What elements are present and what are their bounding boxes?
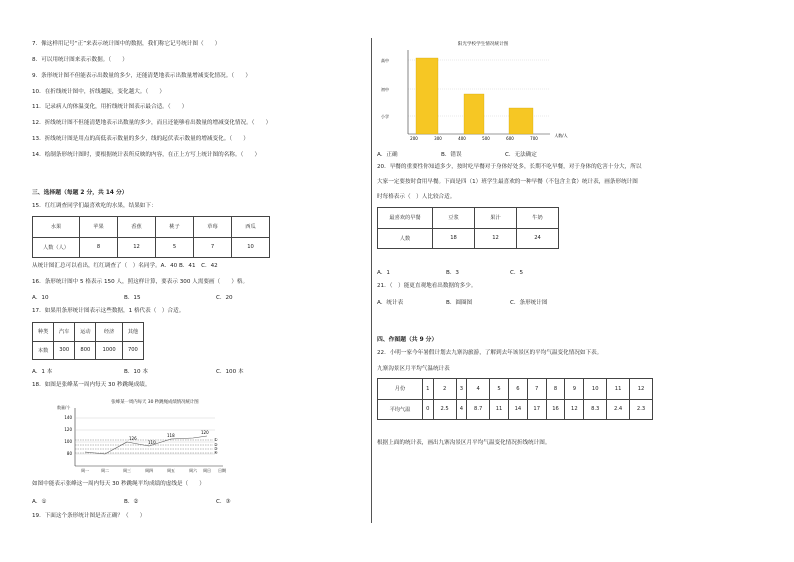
table-header-cell: 草莓 (194, 217, 232, 238)
question-20-options (377, 268, 523, 276)
column-divider (371, 38, 372, 523)
table-header-cell: 9 (565, 379, 584, 400)
table-cell: 7 (194, 237, 232, 258)
data-label: 126 (129, 436, 137, 441)
option-b[interactable]: B．10 本 (124, 369, 148, 375)
option-c[interactable]: C．条形统计图 (510, 300, 548, 306)
table-header-cell: 12 (630, 379, 653, 400)
bar (509, 108, 533, 134)
table-header-cell: 其他 (122, 323, 143, 342)
question-10: 10．在折线统计图中，折线越陡，变化越大。（ ） (32, 89, 165, 95)
x-tick: 500 (482, 136, 490, 141)
x-tick: 周五 (167, 468, 175, 473)
x-tick: 700 (530, 136, 538, 141)
table-cell: 12 (475, 228, 517, 249)
table-cell: 11 (490, 399, 509, 420)
question-16: 16．条形统计图中 5 格表示 150 人，照这样计算，要表示 300 人需要画（ ）格。 (32, 279, 249, 285)
question-17-options (32, 367, 244, 375)
table-header-cell: 水果 (33, 217, 80, 238)
table-cell: 700 (122, 341, 143, 360)
question-11: 11．记录病人的体温变化，用折线统计图表示最合适。（ ） (32, 104, 188, 110)
table-header-cell: 汽车 (54, 323, 75, 342)
chart-title: 张峰某一周内每天 30 秒跳绳成绩情况统计图 (111, 400, 199, 405)
option-a[interactable]: A．1 本 (32, 369, 53, 375)
grid-lines (75, 418, 215, 454)
option-b[interactable]: B．15 (124, 295, 141, 301)
rope-skipping-line-chart (55, 396, 230, 474)
chart-ylabel: 数量/个 (57, 405, 71, 410)
table-header-cell: 8 (546, 379, 565, 400)
table-cell: 1000 (96, 341, 122, 360)
option-b[interactable]: B．圆圈图 (446, 300, 473, 306)
table-header-cell: 3 (456, 379, 467, 400)
option-c[interactable]: C．5 (510, 270, 524, 276)
x-tick: 400 (458, 136, 466, 141)
question-19-options (377, 150, 537, 158)
table-header-cell: 最喜欢的早餐 (378, 208, 433, 229)
table-header-cell: 11 (607, 379, 630, 400)
table-row (378, 399, 653, 420)
table-cell: 0 (423, 399, 434, 420)
x-tick: 周日 (203, 468, 211, 473)
table-header-cell: 2 (433, 379, 456, 400)
category-label: 高中 (381, 58, 389, 63)
data-label: 118 (167, 433, 175, 438)
table-cell: 300 (54, 341, 75, 360)
table-header-cell: 牛奶 (517, 208, 559, 229)
question-18: 18．如图是张峰某一周内每天 30 秒跳绳成绩。 (32, 382, 151, 388)
question-18-options (32, 497, 231, 505)
option-a[interactable]: A．① (32, 499, 47, 505)
table-cell: 2.4 (607, 399, 630, 420)
chart-title: 阳光学校学生情况统计图 (457, 42, 509, 47)
question-16-options (32, 293, 233, 301)
x-axis-label: 人数/人 (554, 133, 568, 138)
question-18-text: 如图中能表示张峰这一周内每天 30 秒跳绳平均成绩的虚线是（ ） (32, 481, 205, 487)
question-20-line-2: 大家一定要按时食用早餐。下面是四（1）班学生最喜欢的一种早餐（不包含主食）统计表，画条形统计图 (377, 179, 638, 185)
table-header-cell: 1 (423, 379, 434, 400)
question-7: 7．像这样用记号“正”来表示统计图中的数据，我们称它记号统计图（ ） (32, 41, 221, 47)
x-axis-label: 日期 (218, 468, 226, 473)
book-table (32, 322, 144, 360)
table-cell: 17 (527, 399, 546, 420)
table-row (33, 341, 144, 360)
x-tick: 周三 (123, 468, 131, 473)
table-cell: 18 (433, 228, 475, 249)
table-header-cell: 5 (490, 379, 509, 400)
y-tick: 140 (64, 415, 72, 420)
table-row (33, 323, 144, 342)
table-cell: 800 (75, 341, 96, 360)
x-tick: 周四 (145, 468, 153, 473)
mark-3: ③ (214, 446, 218, 451)
table-header-cell: 香蕉 (118, 217, 156, 238)
table-header-cell: 6 (508, 379, 527, 400)
option-c[interactable]: C．20 (216, 295, 233, 301)
table-row (378, 228, 559, 249)
question-21-options (377, 298, 547, 306)
table-header-cell: 苹果 (80, 217, 118, 238)
question-15-text: 从统计图汇总可以看出，红红调查了（ ）名同学。A．40 B．41 C．42 (32, 263, 218, 269)
student-bar-chart (378, 38, 578, 146)
x-tick: 周二 (101, 468, 109, 473)
option-b[interactable]: B．3 (446, 270, 459, 276)
question-20: 20．早餐的重要性你知道多少，按时吃早餐对于身体好处多，长期不吃早餐，对于身体的危害十分大，所以 (377, 164, 642, 170)
x-tick: 200 (410, 136, 418, 141)
table-row (378, 208, 559, 229)
table-row-label: 人数 (378, 228, 433, 249)
y-tick: 80 (66, 451, 72, 456)
table-header-cell: 7 (527, 379, 546, 400)
table-cell: 8.3 (584, 399, 607, 420)
table-header-cell: 10 (584, 379, 607, 400)
option-c[interactable]: C．无法确定 (505, 152, 537, 158)
table-header-cell: 经济 (96, 323, 122, 342)
option-a[interactable]: A．正确 (377, 152, 398, 158)
option-c[interactable]: C．③ (216, 499, 231, 505)
table-cell: 8.7 (467, 399, 490, 420)
breakfast-table (377, 207, 559, 249)
table-header-cell: 豆浆 (433, 208, 475, 229)
question-9: 9．条形统计图不但能表示出数量的多少，还能清楚地表示出数量增减变化情况。（ ） (32, 73, 251, 79)
table-header-cell: 月份 (378, 379, 423, 400)
category-label: 小学 (381, 114, 389, 119)
fruit-table (32, 216, 270, 258)
table-row (378, 379, 653, 400)
section-4-title: 四、作图题（共 9 分） (377, 337, 438, 343)
x-tick: 周一 (81, 468, 89, 473)
bars (416, 58, 533, 134)
option-a[interactable]: A．统计表 (377, 300, 404, 306)
table-header-cell: 果汁 (475, 208, 517, 229)
table-row (33, 237, 270, 258)
x-ticks (410, 136, 538, 141)
table-cell: 10 (232, 237, 270, 258)
question-14: 14．绘制条形统计图时，要根据统计表所反映的内容，在正上方写上统计图的名称。（ ） (32, 152, 261, 158)
y-tick: 120 (64, 427, 72, 432)
section-3-title: 三、选择题（每题 2 分，共 14 分） (32, 190, 128, 196)
table-cell: 24 (517, 228, 559, 249)
table-cell: 4 (456, 399, 467, 420)
option-a[interactable]: A．1 (377, 270, 390, 276)
option-a[interactable]: A．10 (32, 295, 49, 301)
table-cell: 5 (156, 237, 194, 258)
question-20-line-3: 时每格表示（ ）人比较合适。 (377, 194, 456, 200)
table-row-label: 本数 (33, 341, 54, 360)
table-header-cell: 运动 (75, 323, 96, 342)
table-header-cell: 西瓜 (232, 217, 270, 238)
question-22-text: 根据上面的统计表，画出九寨沟景区月平均气温变化情况折线统计图。 (377, 440, 551, 446)
mark-1: ① (214, 437, 218, 442)
mark-2: ② (214, 442, 218, 447)
question-21: 21．（ ）能更直观地看出数据的多少。 (377, 283, 477, 289)
data-label: 120 (201, 430, 209, 435)
question-15: 15．红红调查同学们最喜欢吃的水果，结果如下： (32, 203, 157, 209)
table-cell: 12 (118, 237, 156, 258)
table-row (33, 217, 270, 238)
question-22: 22．小明一家今年暑假计划去九寨沟旅游，了解到去年该景区的平均气温变化情况如下表。 (377, 350, 603, 356)
question-19: 19．下面这个条形统计图是否正确？（ ） (32, 513, 146, 519)
y-tick: 100 (64, 439, 72, 444)
question-13: 13．折线统计图是用点的高低表示数量的多少，线的起伏表示数量的增减变化。（ ） (32, 136, 249, 142)
temperature-table (377, 378, 653, 420)
table-row-label: 平均气温 (378, 399, 423, 420)
table-row-label: 人数（人） (33, 237, 80, 258)
table-header-cell: 桃子 (156, 217, 194, 238)
mark-4: ④ (214, 450, 218, 455)
x-tick: 周六 (189, 468, 197, 473)
table-cell: 14 (508, 399, 527, 420)
option-c[interactable]: C．100 本 (216, 369, 244, 375)
category-label: 初中 (381, 87, 389, 92)
data-label: 110 (148, 440, 156, 445)
temperature-table-caption: 九寨沟景区月平均气温统计表 (377, 366, 450, 372)
table-cell: 16 (546, 399, 565, 420)
table-header-cell: 4 (467, 379, 490, 400)
table-cell: 2.5 (433, 399, 456, 420)
table-header-cell: 种类 (33, 323, 54, 342)
x-tick: 300 (434, 136, 442, 141)
question-17: 17．如果用条形统计图表示这些数据，1 格代表（ ）合适。 (32, 308, 185, 314)
x-tick: 600 (506, 136, 514, 141)
table-cell: 8 (80, 237, 118, 258)
option-b[interactable]: B．错误 (441, 152, 462, 158)
table-cell: 12 (565, 399, 584, 420)
question-12: 12．折线统计图不但能清楚地表示出数量的多少，而且还能够看出数量的增减变化情况。（ ） (32, 120, 272, 126)
option-b[interactable]: B．② (124, 499, 139, 505)
question-8: 8．可以用统计图来表示数据。（ ） (32, 57, 128, 63)
table-cell: 2.3 (630, 399, 653, 420)
